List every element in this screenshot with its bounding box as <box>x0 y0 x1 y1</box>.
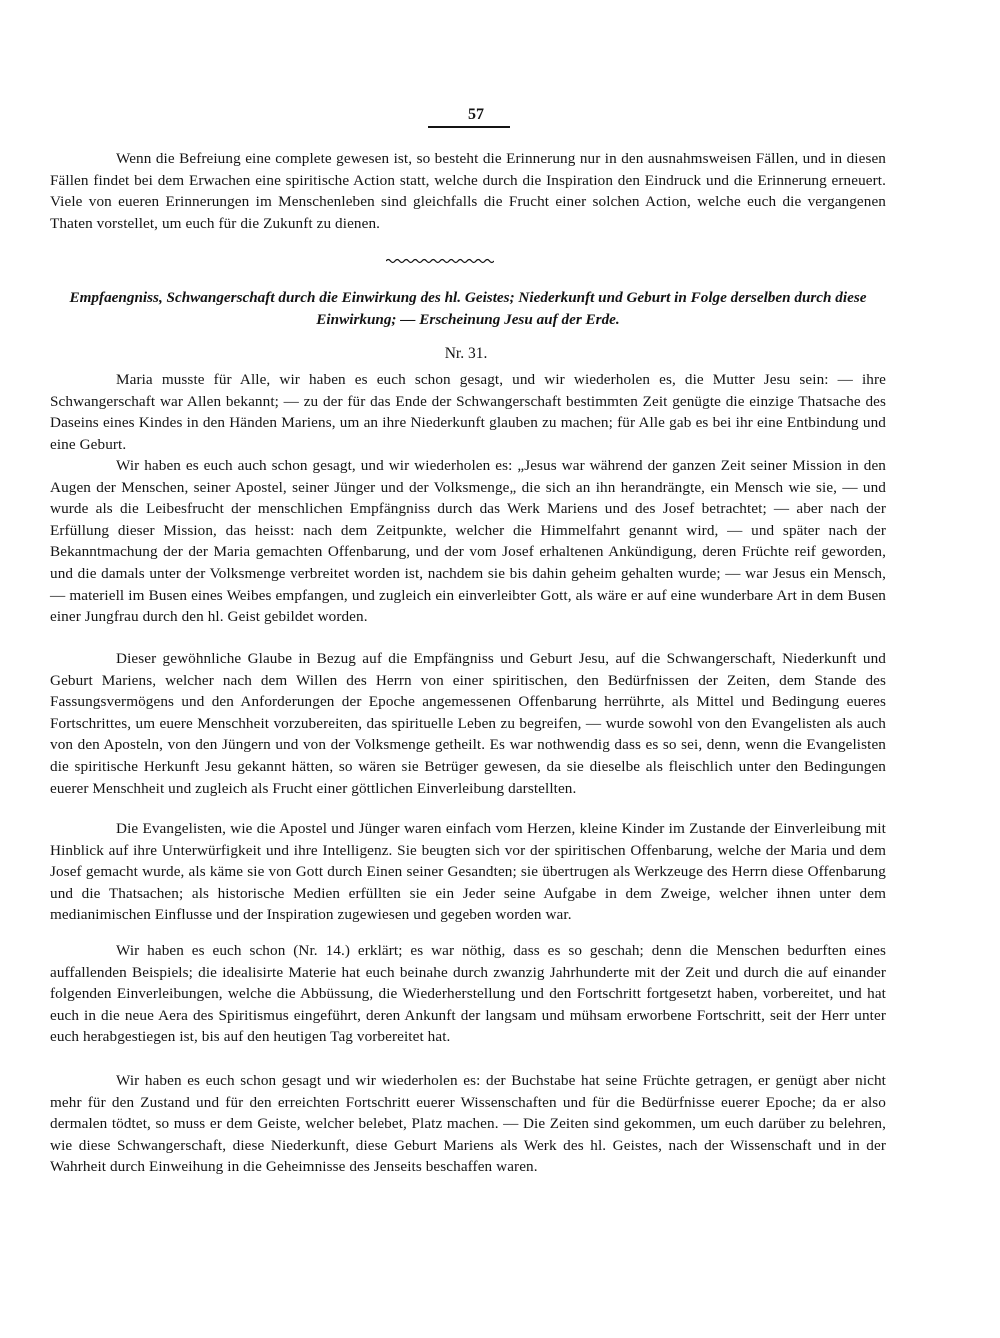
ornamental-divider <box>386 258 494 264</box>
body-paragraph: Die Evangelisten, wie die Apostel und Jünger waren einfach vom Herzen, kleine Kinder im Zustande der Einverleibung mit Hinblick auf ihre Unterwürfigkeit und ihre Intelligenz. Sie beugten sich vor der spiritischen Offenbarung, welche der Maria und dem Josef gemacht wurde, als käme sie von Gott durch Einen seiner Gesandten; sie übertrugen als Werkzeuge des Herrn diese Offenbarung und die Thatsachen; als historische Medien erfüllten sie ein Jeder seine Aufgabe in dem Zweige, welcher ihnen unter dem medianimischen Einflusse und der Inspiration zugewiesen und gegeben worden war. <box>50 820 886 924</box>
body-paragraph: Dieser gewöhnliche Glaube in Bezug auf die Empfängniss und Geburt Jesu, auf die Schwangerschaft, Niederkunft und Geburt Mariens, welcher nach dem Willen des Herrn von einer spiritischen, den Bedürfnissen der Zeiten, dem Stande des Fassungsvermögens und den Anforderungen der Epoche angemessenen Offenbarung herrührte, als Mittel und Bedingung eueres Fortschrittes, um euere Menschheit vorzubereiten, das spirituelle Leben zu begreifen, — wurde sowohl von den Evangelisten als auch von den Aposteln, von den Jüngern und von der Volksmenge getheilt. Es war nothwendig dass es so sei, denn, wenn die Evangelisten die spiritische Herkunft Jesu gekannt hätten, so wären sie Betrüger gewesen, da sie dieselbe als fleischlich unter den Bedingungen euerer Menschheit und zugleich als Frucht einer göttlichen Einverleibung darstellten. <box>50 650 886 797</box>
intro-paragraph: Wenn die Befreiung eine complete gewesen ist, so besteht die Erinnerung nur in den ausnahmsweisen Fällen, und in diesen Fällen findet bei dem Erwachen eine spiritische Action statt, welche durch die Inspiration den Eindruck und die Erinnerung erneuert. Viele von eueren Erinnerungen im Menschenleben sind gleichfalls die Frucht einer solchen Action, welche euch die vergangenen Thaten vorstellet, um euch für die Zukunft zu dienen. <box>50 150 886 232</box>
page-number: 57 <box>468 106 484 123</box>
section-number: Nr. 31. <box>444 345 488 362</box>
body-paragraph: Wir haben es euch schon (Nr. 14.) erklärt; es war nöthig, dass es so geschah; denn die Menschen bedurften eines auffallenden Beispiels; die idealisirte Materie hat euch beinahe durch zwanzig Jahrhunderte mit der Zeit und durch die auf einander folgenden Einverleibungen, welche die Abbüssung, die Wiederherstellung und den Fortschritt fortgesetzt haben, vorbereitet, und hat euch in die neue Aera des Spiritismus eingeführt, deren Ankunft der langsam und mühsam erworbene Fortschritt, seit der Herr unter euch herabgestiegen ist, bis auf den heutigen Tag vorbereitet hat. <box>50 942 886 1046</box>
body-paragraph: Wir haben es euch auch schon gesagt, und wir wiederholen es: „Jesus war während der ganzen Zeit seiner Mission in den Augen der Menschen, seiner Apostel, seiner Jünger und der Volksmenge„ die sich an ihn herandrängte, ein Mensch wie sie, — und wurde als die Leibesfrucht der menschlichen Empfängniss durch das Werk Mariens und des Josef betrachtet; — aber nach der Erfüllung dieser Mission, das heisst: nach dem Zeitpunkte, welcher die Himmelfahrt genannt wird, — und später nach der Bekanntmachung der der Maria gemachten Offenbarung, und der vom Josef erhaltenen Ankündigung, deren Früchte reif geworden, und die damals unter der Volksmenge verbreitet worden ist, nachdem sie bis dahin geheim gehalten wurde; — war Jesus ein Mensch, — materiell im Busen eines Weibes empfangen, und zugleich ein einverleibter Gott, als wäre er auf eine wunderbare Art in dem Busen einer Jungfrau durch den hl. Geist gebildet worden. <box>50 457 886 626</box>
section-heading: Empfaengniss, Schwangerschaft durch die Einwirkung des hl. Geistes; Niederkunft und Geburt in Folge derselben durch diese Einwirkung; — Erscheinung Jesu auf der Erde. <box>69 289 867 328</box>
page-number-rule <box>428 126 510 128</box>
body-paragraph: Wir haben es euch schon gesagt und wir wiederholen es: der Buchstabe hat seine Früchte getragen, er genügt aber nicht mehr für den Zustand und für den erreichten Fortschritt euerer Wissenschaften und für die Bedürfnisse euerer Epoche; da er also dermalen tödtet, so muss er dem Geiste, welcher belebet, Platz machen. — Die Zeiten sind gekommen, um euch darüber zu belehren, wie diese Schwangerschaft, diese Niederkunft, diese Geburt Mariens als Werk des hl. Geistes, nach der Wissenschaft und in der Wahrheit durch Einweihung in die Geheimnisse des Jenseits beschaffen waren. <box>50 1072 886 1176</box>
body-paragraph: Maria musste für Alle, wir haben es euch schon gesagt, und wir wiederholen es, die Mutter Jesu sein: — ihre Schwangerschaft war Allen bekannt; — zu der für das Ende der Schwangerschaft bestimmten Zeit genügte die einzige Thatsache des Daseins eines Kindes in den Händen Mariens, um an ihre Niederkunft glauben zu machen; für Alle gab es bei ihr eine Entbindung und eine Geburt. <box>50 371 886 453</box>
